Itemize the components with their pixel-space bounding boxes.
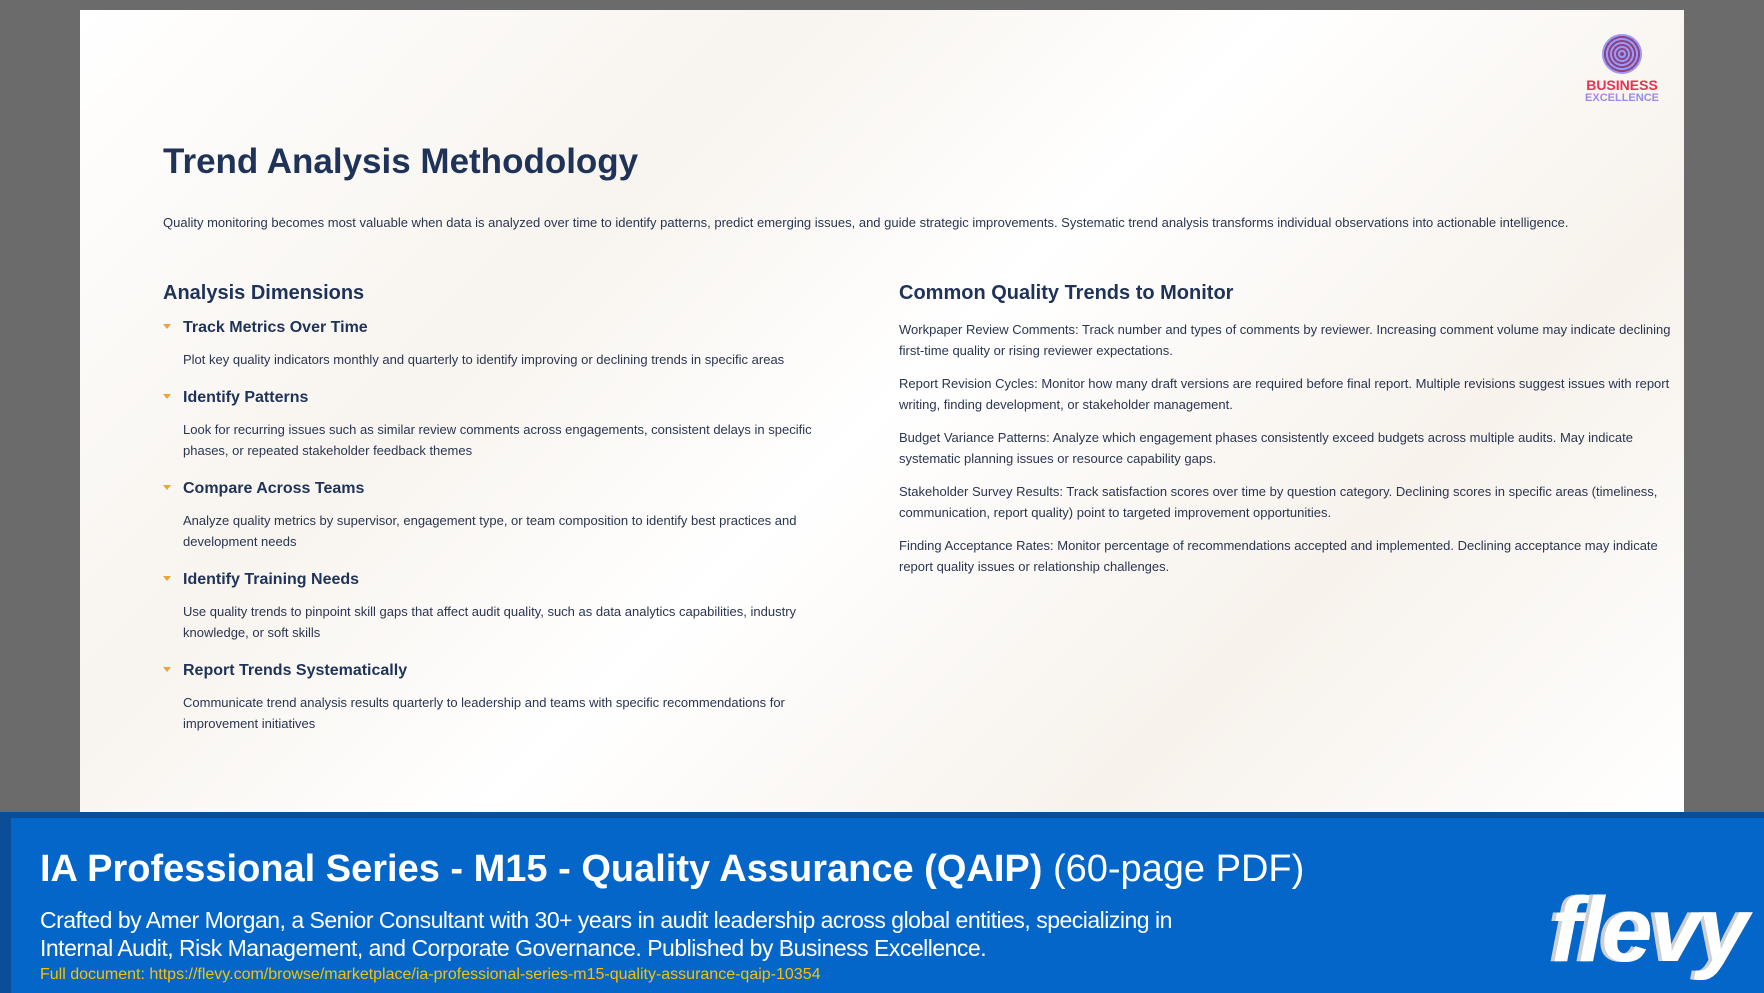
bullet-triangle-icon	[163, 667, 171, 672]
section-heading: Analysis Dimensions	[163, 282, 365, 304]
banner-description: Crafted by Amer Morgan, a Senior Consultant with 30+ years in audit leadership across global entities, specializing in Internal Audit, Risk Management, and Corporate Governance. Published by Business Excellence.	[40, 907, 1172, 961]
flevy-logo: flevy	[1551, 879, 1746, 981]
bullet-triangle-icon	[163, 576, 171, 581]
item-title: Compare Across Teams	[183, 480, 365, 497]
list-item	[163, 480, 843, 552]
document-title: IA Professional Series - M15 - Quality Assurance (QAIP)	[40, 848, 1043, 890]
item-title: Identify Patterns	[183, 389, 309, 406]
item-text: Look for recurring issues such as similar review comments across engagements, consistent delays in specific phases, or repeated stakeholder feedback themes	[183, 422, 812, 458]
page-count: (60-page PDF)	[1042, 848, 1305, 890]
item-text: Use quality trends to pinpoint skill gaps that affect audit quality, such as data analytics capabilities, industry knowledge, or soft skills	[183, 604, 797, 640]
item-title: Track Metrics Over Time	[183, 319, 368, 336]
intro-text: Quality monitoring becomes most valuable when data is analyzed over time to identify patterns, predict emerging issues, and guide strategic improvements. Systematic trend analysis transforms individual observations into actionable intelligence.	[163, 215, 1569, 230]
analysis-dimensions	[163, 282, 843, 753]
list-item	[163, 662, 843, 734]
banner-title	[40, 848, 1304, 891]
list-item	[163, 319, 843, 370]
logo-line2: EXCELLENCE	[1585, 92, 1659, 104]
slide	[80, 10, 1684, 814]
item-text: Analyze quality metrics by supervisor, engagement type, or team composition to identify best practices and development needs	[183, 513, 797, 549]
list-item	[163, 571, 843, 643]
promo-banner	[0, 812, 1764, 993]
bullet-triangle-icon	[163, 324, 171, 329]
list-item	[163, 389, 843, 461]
business-excellence-logo	[1582, 34, 1662, 104]
globe-icon	[1602, 34, 1642, 74]
item-text: Plot key quality indicators monthly and quarterly to identify improving or declining trends in specific areas	[183, 352, 785, 367]
trend-item: Workpaper Review Comments: Track number and types of comments by reviewer. Increasing comment volume may indicate declining first-time quality or rising reviewer expectations.	[899, 322, 1671, 358]
bullet-triangle-icon	[163, 394, 171, 399]
trend-item: Report Revision Cycles: Monitor how many draft versions are required before final report. Multiple revisions suggest issues with report writing, finding development, or stakeholder management.	[899, 376, 1670, 412]
logo-line1: BUSINESS	[1586, 77, 1658, 93]
full-document-link[interactable]: Full document: https://flevy.com/browse/marketplace/ia-professional-series-m15-quality-assurance-qaip-10354	[40, 966, 821, 983]
common-quality-trends	[899, 282, 1679, 589]
bullet-triangle-icon	[163, 485, 171, 490]
item-title: Report Trends Systematically	[183, 662, 408, 679]
trend-item: Finding Acceptance Rates: Monitor percentage of recommendations accepted and implemented. Declining acceptance may indicate report quality issues or relationship challenges.	[899, 538, 1658, 574]
section-heading: Common Quality Trends to Monitor	[899, 282, 1234, 304]
item-text: Communicate trend analysis results quarterly to leadership and teams with specific recommendations for improvement initiatives	[183, 695, 785, 731]
trend-item: Stakeholder Survey Results: Track satisfaction scores over time by question category. Declining scores in specific areas (timeliness, communication, report quality) point to targeted improvement opportunities.	[899, 484, 1658, 520]
trend-item: Budget Variance Patterns: Analyze which engagement phases consistently exceed budgets across multiple audits. May indicate systematic planning issues or resource capability gaps.	[899, 430, 1633, 466]
item-title: Identify Training Needs	[183, 571, 360, 588]
page-title: Trend Analysis Methodology	[163, 142, 639, 181]
